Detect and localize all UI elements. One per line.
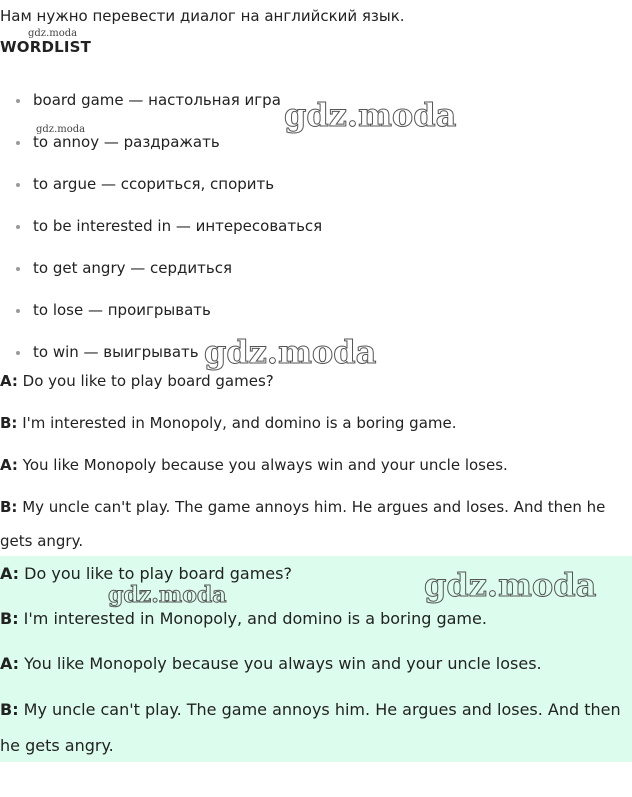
bullet-icon [16, 225, 20, 229]
bullet-icon [16, 351, 20, 355]
wordlist-heading: WORDLIST [0, 38, 92, 56]
answer-block [0, 556, 632, 762]
watermark-logo: gdz.moda [36, 124, 86, 135]
dialogue-line: B: I'm interested in Monopoly, and domino is a boring game. [0, 414, 457, 432]
dialogue-line: A: You like Monopoly because you always win and your uncle loses. [0, 456, 508, 474]
bullet-icon [16, 309, 20, 313]
watermark-logo: gdz.moda [108, 582, 227, 608]
dialogue-line: B: My uncle can't play. The game annoys him. He argues and loses. And then he gets angry. [0, 498, 606, 550]
dialogue-line: A: Do you like to play board games? [0, 372, 274, 390]
answer-line: B: I'm interested in Monopoly, and domino is a boring game. [0, 609, 487, 628]
answer-line: B: My uncle can't play. The game annoys him. He argues and loses. And then he gets angry. [0, 700, 621, 755]
bullet-icon [16, 99, 20, 103]
bullet-icon [16, 183, 20, 187]
watermark-logo: gdz.moda [204, 333, 377, 371]
answer-line: A: Do you like to play board games? [0, 564, 292, 583]
bullet-icon [16, 267, 20, 271]
watermark-logo: gdz.moda [284, 96, 457, 134]
answer-line: A: You like Monopoly because you always win and your uncle loses. [0, 654, 542, 673]
watermark-logo: gdz.moda [28, 28, 78, 39]
watermark-logo: gdz.moda [424, 566, 597, 604]
bullet-icon [16, 141, 20, 145]
intro-text: Нам нужно перевести диалог на английский язык. [0, 7, 405, 25]
